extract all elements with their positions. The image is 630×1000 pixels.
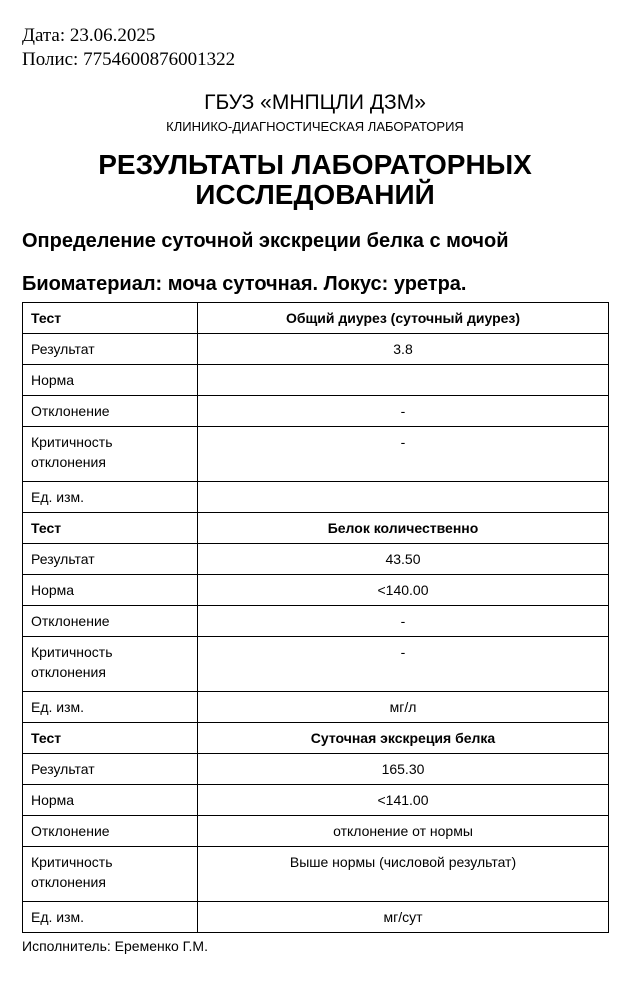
unit-value — [198, 482, 609, 513]
label-result: Результат — [23, 754, 198, 785]
label-criticality — [23, 637, 198, 692]
label-test: Тест — [23, 513, 198, 544]
laboratory-name: КЛИНИКО-ДИАГНОСТИЧЕСКАЯ ЛАБОРАТОРИЯ — [166, 119, 464, 134]
label-test: Тест — [23, 723, 198, 754]
table-row-criticality — [23, 637, 609, 692]
norm-value: <140.00 — [198, 575, 609, 606]
table-row-deviation — [23, 816, 609, 847]
label-norm: Норма — [23, 785, 198, 816]
test-name: Белок количественно — [198, 513, 609, 544]
criticality-value: - — [198, 427, 609, 482]
unit-value: мг/сут — [198, 902, 609, 933]
results-table — [22, 302, 609, 933]
label-criticality-line-1: Критичность — [31, 644, 113, 660]
test-name: Общий диурез (суточный диурез) — [198, 303, 609, 334]
test-name: Суточная экскреция белка — [198, 723, 609, 754]
table-row-test-header — [23, 723, 609, 754]
table-row-deviation — [23, 396, 609, 427]
deviation-value: отклонение от нормы — [198, 816, 609, 847]
table-row-criticality — [23, 427, 609, 482]
label-criticality-line-1: Критичность — [31, 854, 113, 870]
result-value: 43.50 — [198, 544, 609, 575]
label-criticality — [23, 847, 198, 902]
document-title-line-1: РЕЗУЛЬТАТЫ ЛАБОРАТОРНЫХ — [98, 149, 532, 180]
label-result: Результат — [23, 334, 198, 365]
table-row-unit — [23, 902, 609, 933]
label-unit: Ед. изм. — [23, 692, 198, 723]
label-deviation: Отклонение — [23, 396, 198, 427]
result-value: 3.8 — [198, 334, 609, 365]
label-unit: Ед. изм. — [23, 482, 198, 513]
table-row-result — [23, 334, 609, 365]
label-unit: Ед. изм. — [23, 902, 198, 933]
executor-signature: Исполнитель: Еременко Г.М. — [22, 938, 208, 954]
table-row-test-header — [23, 513, 609, 544]
unit-value: мг/л — [198, 692, 609, 723]
criticality-value: Выше нормы (числовой результат) — [198, 847, 609, 902]
deviation-value: - — [198, 396, 609, 427]
label-test: Тест — [23, 303, 198, 334]
label-criticality-line-1: Критичность — [31, 434, 113, 450]
result-value: 165.30 — [198, 754, 609, 785]
report-date: Дата: 23.06.2025 — [22, 25, 156, 46]
label-criticality-line-2: отклонения — [31, 664, 106, 680]
table-row-deviation — [23, 606, 609, 637]
label-norm: Норма — [23, 365, 198, 396]
label-criticality — [23, 427, 198, 482]
document-title-line-2: ИССЛЕДОВАНИЙ — [195, 179, 435, 210]
label-deviation: Отклонение — [23, 606, 198, 637]
table-row-unit — [23, 692, 609, 723]
deviation-value: - — [198, 606, 609, 637]
label-criticality-line-2: отклонения — [31, 874, 106, 890]
biomaterial-info: Биоматериал: моча суточная. Локус: уретра. — [22, 273, 467, 295]
organization-name: ГБУЗ «МНПЦЛИ ДЗМ» — [204, 91, 426, 114]
table-row-result — [23, 754, 609, 785]
table-row-norm — [23, 785, 609, 816]
table-row-result — [23, 544, 609, 575]
label-norm: Норма — [23, 575, 198, 606]
label-criticality-line-2: отклонения — [31, 454, 106, 470]
label-deviation: Отклонение — [23, 816, 198, 847]
table-row-test-header — [23, 303, 609, 334]
table-row-criticality — [23, 847, 609, 902]
table-row-unit — [23, 482, 609, 513]
table-row-norm — [23, 575, 609, 606]
norm-value: <141.00 — [198, 785, 609, 816]
study-name: Определение суточной экскреции белка с мочой — [22, 230, 509, 252]
criticality-value: - — [198, 637, 609, 692]
policy-number: Полис: 7754600876001322 — [22, 49, 236, 70]
table-row-norm — [23, 365, 609, 396]
norm-value — [198, 365, 609, 396]
label-result: Результат — [23, 544, 198, 575]
document-title — [0, 150, 630, 210]
